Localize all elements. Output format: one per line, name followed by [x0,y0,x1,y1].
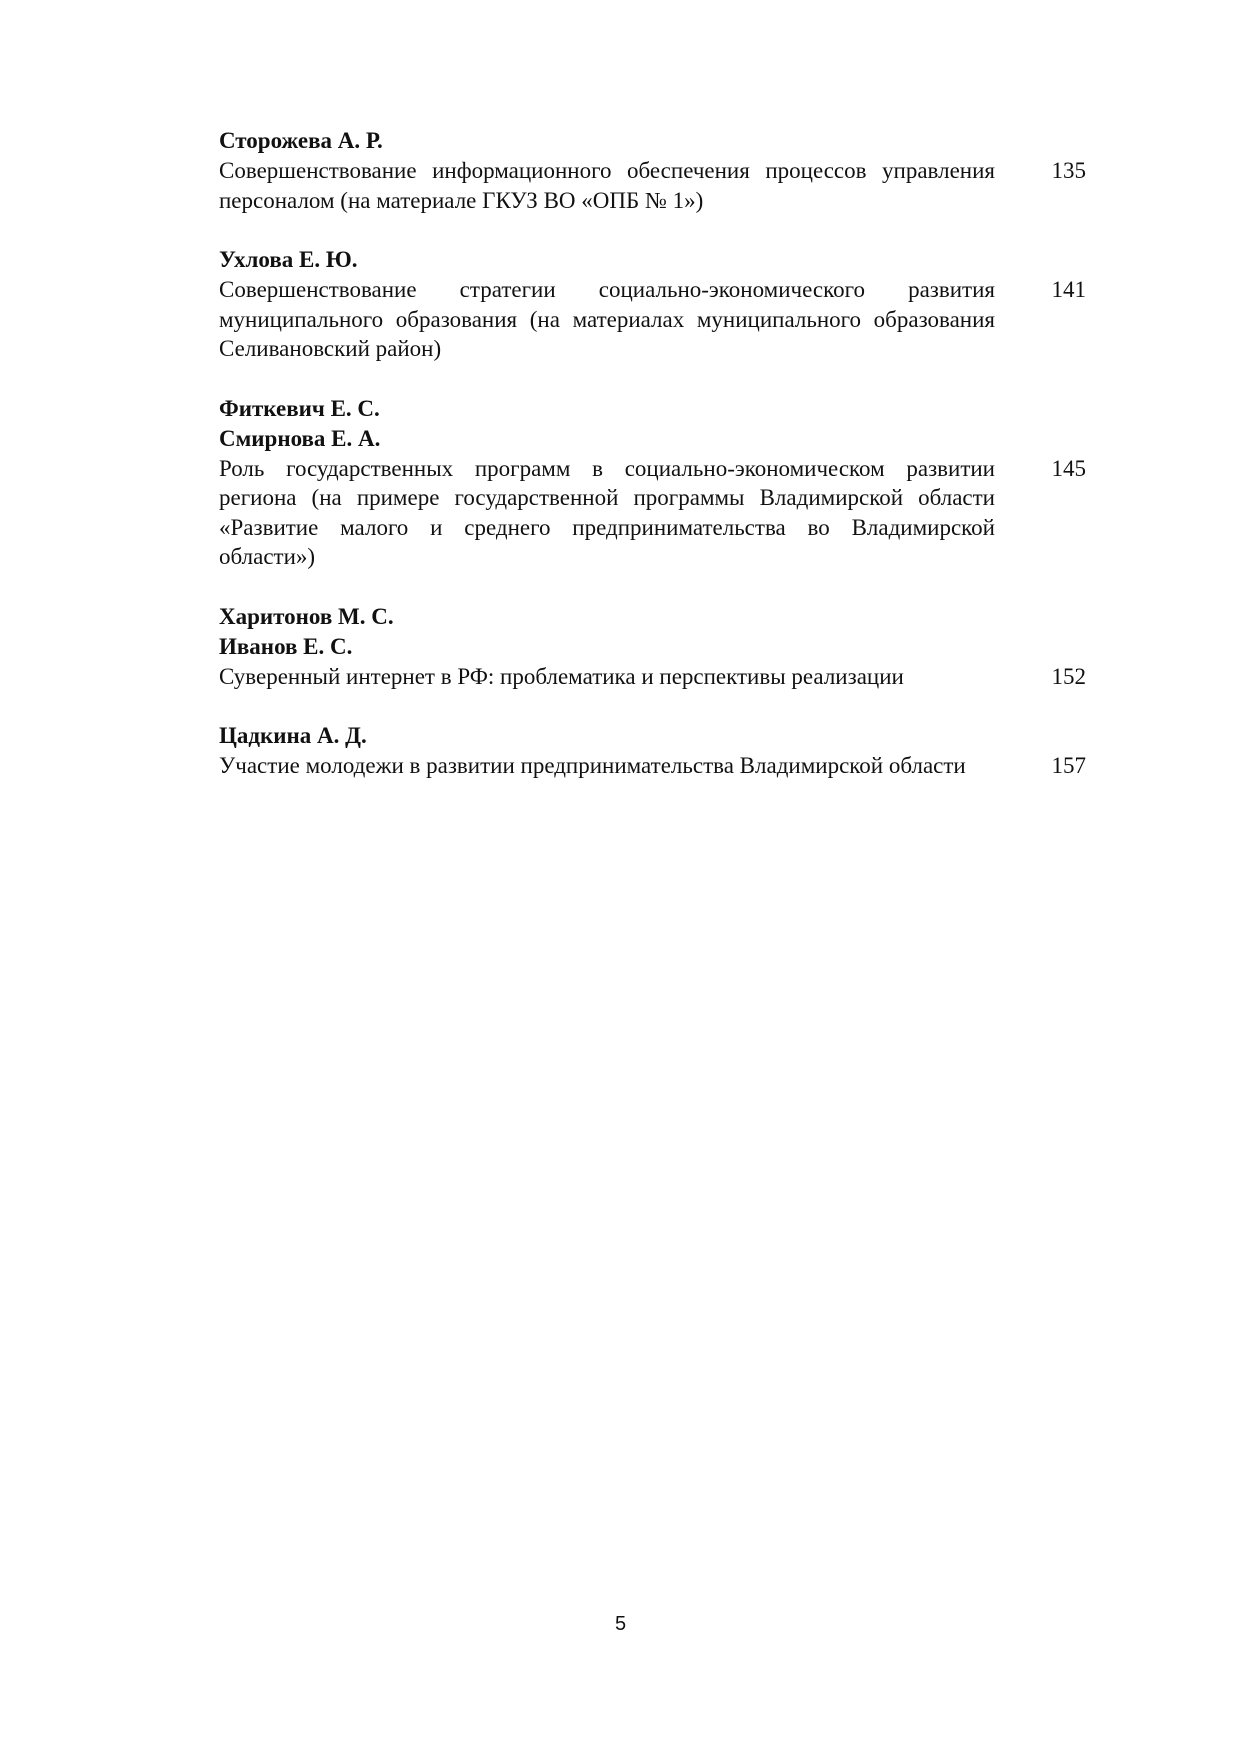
entry-page-number: 152 [1051,663,1086,689]
entry-author: Харитонов М. С. [219,603,394,629]
entry-title: Совершенствование стратегии социально-экономического развития муниципального образования (на материалах муниципального образования Селивановский район) [219,277,995,361]
entry-page-number: 145 [1051,455,1086,481]
entry-page-number: 141 [1051,277,1086,302]
entry-row [219,662,1089,692]
toc-entry [219,126,1089,215]
page-footer-number: 5 [614,1613,627,1635]
entry-row [219,275,1089,364]
entry-page-number: 135 [1051,158,1086,183]
entry-title: Участие молодежи в развитии предпринимательства Владимирской области [219,753,966,778]
entry-author: Ухлова Е. Ю. [219,247,358,272]
entry-title: Роль государственных программ в социально-экономическом развитии региона (на примере государственной программы Владимирской области «Развитие малого и среднего предпринимательства во Владимирской области») [219,455,995,569]
entry-author: Фиткевич Е. С. [219,395,380,421]
toc-entry [219,394,1089,572]
entry-author: Иванов Е. С. [219,633,353,659]
table-of-contents [219,126,1089,811]
entry-author: Смирнова Е. А. [219,425,381,451]
entry-page-number: 157 [1051,753,1086,778]
entry-title: Совершенствование информационного обеспечения процессов управления персоналом (на материале ГКУЗ ВО «ОПБ № 1») [219,158,995,213]
toc-entry [219,245,1089,364]
toc-entry [219,721,1089,781]
toc-entry [219,602,1089,692]
entry-author: Цадкина А. Д. [219,723,367,748]
entry-author: Сторожева А. Р. [219,128,383,153]
entry-row [219,454,1089,572]
entry-row [219,751,1089,781]
entry-title: Суверенный интернет в РФ: проблематика и перспективы реализации [219,663,904,689]
entry-row [219,156,1089,215]
